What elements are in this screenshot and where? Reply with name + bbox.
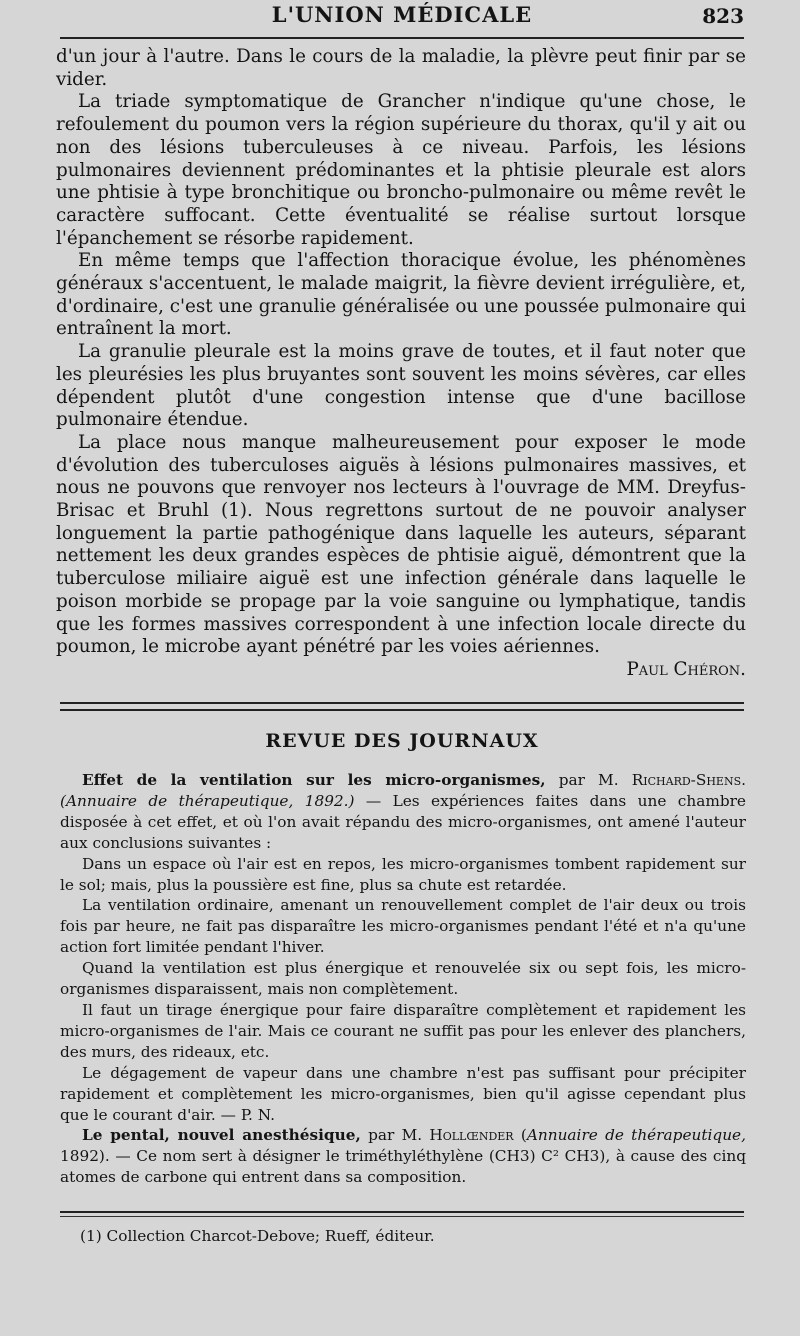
running-header <box>60 2 744 32</box>
article-2-text: 1892). — Ce nom sert à désigner le triméthyléthylène (CH3) C² CH3), à cause des cinq atomes de carbone qui entrent dans sa composition. <box>60 1147 746 1187</box>
article-1-by: par M. <box>558 771 619 789</box>
page-number: 823 <box>702 4 744 28</box>
paragraph-2: La triade symptomatique de Grancher n'indique qu'une chose, le refoulement du poumon vers la région supérieure du thorax, qu'il y ait ou non des lésions tuberculeuses à ce niveau. Parfois, les lésions pulmonaires deviennent prédominantes et la phtisie pleurale est alors une phtisie à type bronchitique ou broncho-pulmonaire ou même revêt le caractère suffocant. Cette éventualité se réalise surtout lorsque l'épanchement se résorbe rapidement. <box>56 91 746 249</box>
paragraph-4: La granulie pleurale est la moins grave de toutes, et il faut noter que les pleurésies les plus bruyantes sont souvent les moins sévères, car elles dépendent plutôt d'une congestion intense que d'une bacillose pulmonaire étendue. <box>56 341 746 431</box>
header-rule <box>60 37 744 39</box>
section-title: REVUE DES JOURNAUX <box>265 730 539 752</box>
article-2-title: Le pental, nouvel anesthésique, <box>82 1126 361 1145</box>
article-1-source: (Annuaire de thérapeutique, 1892.) <box>60 791 355 810</box>
running-title: L'UNION MÉDICALE <box>271 2 533 27</box>
section-rule-bottom <box>60 709 744 711</box>
author-signature: Paul Chéron. <box>626 658 746 680</box>
paragraph-1: d'un jour à l'autre. Dans le cours de la maladie, la plèvre peut finir par se vider. <box>56 46 746 90</box>
article-body <box>56 46 746 682</box>
review-article-1-p3: Quand la ventilation est plus énergique et renouvelée six ou sept fois, les micro-organismes disparaissent, mais non complètement. <box>60 959 746 999</box>
footnote: (1) Collection Charcot-Debove; Rueff, éditeur. <box>80 1227 435 1245</box>
footnote-rule-top <box>60 1211 744 1213</box>
paragraph-5-text: La place nous manque malheureusement pour exposer le mode d'évolution des tuberculoses aiguës à lésions pulmonaires massives, et nous ne pouvons que renvoyer nos lecteurs à l'ouvrage de MM. Dreyfus-Brisac et Bruhl (1). Nous regrettons surtout de ne pouvoir analyser longuement la partie pathogénique dans laquelle les auteurs, séparant nettement les deux grandes espèces de phtisie aiguë, démontrent que la tuberculose miliaire aiguë est une infection générale dans laquelle le poison morbide se propage par la voie sanguine ou lymphatique, tandis que les formes massives correspondent à une infection locale directe du poumon, le microbe ayant pénétré par les voies aériennes. <box>56 431 746 658</box>
review-article-2 <box>60 1125 746 1188</box>
article-2-source-paren: ( <box>520 1126 527 1145</box>
footnote-rule-bottom <box>60 1216 744 1217</box>
paragraph-5 <box>56 431 746 680</box>
journal-review <box>60 770 746 1188</box>
article-1-intro-text: — Les expériences faites dans une chambre disposée à cet effet, et où l'on avait répandu des micro-organismes, ont amené l'auteur aux conclusions suivantes : <box>60 791 746 852</box>
review-article-1-p1: Dans un espace où l'air est en repos, les micro-organismes tombent rapidement sur le sol; mais, plus la poussière est fine, plus sa chute est retardée. <box>60 854 746 894</box>
article-1-author: Richard-Shens. <box>631 771 746 789</box>
review-article-1-intro <box>60 770 746 854</box>
review-article-1-p4: Il faut un tirage énergique pour faire disparaître complètement et rapidement les micro-organismes de l'air. Mais ce courant ne suffit pas pour les enlever des planchers, des murs, des rideaux, etc. <box>60 1000 746 1061</box>
review-article-1-p2: La ventilation ordinaire, amenant un renouvellement complet de l'air deux ou trois fois par heure, ne fait pas disparaître les micro-organismes pendant l'été et n'a qu'une action fort limitée pendant l'hiver. <box>60 896 746 957</box>
section-rule-top <box>60 702 744 704</box>
review-article-1-p5: Le dégagement de vapeur dans une chambre n'est pas suffisant pour précipiter rapidement et complètement les micro-organismes, bien qu'il agisse cependant plus que le courant d'air. — P. N. <box>60 1063 746 1124</box>
article-1-title: Effet de la ventilation sur les micro-organismes, <box>82 771 546 789</box>
article-2-author: Hollœnder <box>429 1126 514 1145</box>
article-2-source: Annuaire de thérapeutique, <box>526 1126 746 1145</box>
paragraph-3: En même temps que l'affection thoracique évolue, les phénomènes généraux s'accentuent, le malade maigrit, la fièvre devient irrégulière, et, d'ordinaire, c'est une granulie généralisée ou une poussée pulmonaire qui entraînent la mort. <box>56 250 746 340</box>
article-2-by: par M. <box>368 1126 423 1145</box>
